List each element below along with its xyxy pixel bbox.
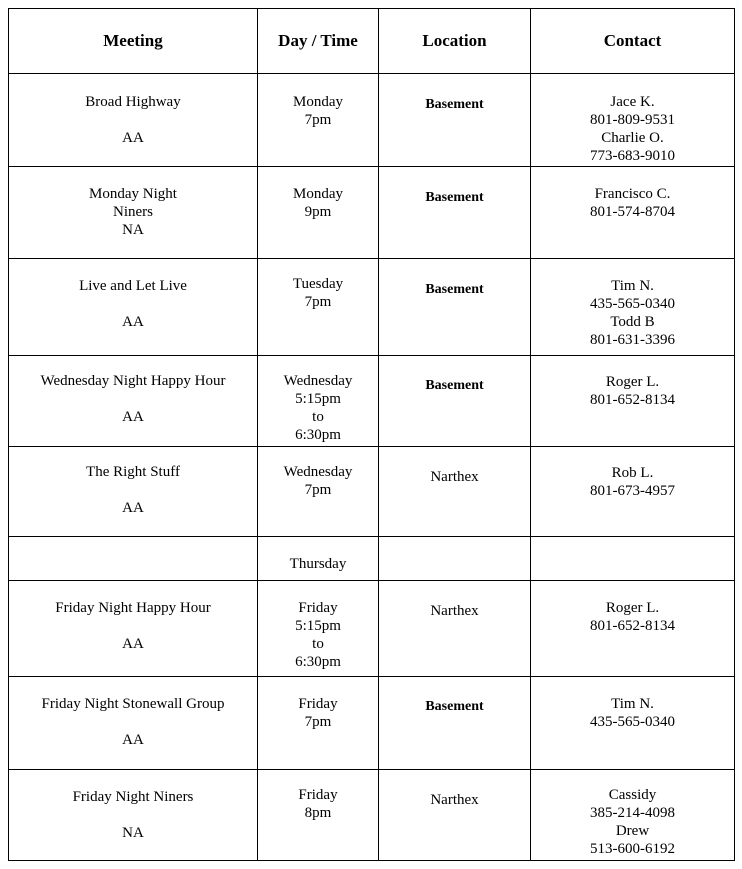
meeting-day: Wednesday [283, 464, 353, 480]
meeting-time: 5:15pm [295, 618, 341, 634]
contact-phone: 801-652-8134 [590, 392, 675, 408]
contact-name: Cassidy [608, 787, 657, 803]
contact-name: Francisco C. [594, 186, 671, 202]
meeting-name: Monday Night [89, 186, 177, 202]
day-time-cell [258, 167, 379, 259]
meeting-name: Friday Night Happy Hour [55, 600, 211, 616]
table-row [9, 74, 735, 167]
table-row [9, 356, 735, 447]
meeting-cell [9, 581, 258, 677]
meeting-cell [9, 677, 258, 770]
contact-cell [531, 356, 735, 447]
day-time-cell [258, 537, 379, 581]
table-row [9, 770, 735, 861]
contact-phone: 435-565-0340 [590, 714, 675, 730]
contact-phone: 385-214-4098 [590, 805, 675, 821]
contact-name: Tim N. [611, 278, 654, 294]
header-day-time: Day / Time [258, 9, 379, 74]
meeting-location: Basement [425, 378, 484, 393]
table-row [9, 581, 735, 677]
contact-name: Drew [615, 823, 650, 839]
meeting-location: Basement [425, 699, 484, 714]
location-cell [379, 770, 531, 861]
meeting-location: Narthex [430, 792, 479, 808]
meeting-type: AA [122, 500, 144, 516]
meeting-type: NA [122, 222, 144, 238]
location-cell [379, 74, 531, 167]
contact-phone: 801-631-3396 [590, 332, 675, 348]
location-cell [379, 167, 531, 259]
meeting-cell [9, 447, 258, 537]
header-location: Location [379, 9, 531, 74]
contact-name: Rob L. [611, 465, 654, 481]
meeting-time: 9pm [304, 204, 332, 220]
location-cell [379, 447, 531, 537]
contact-cell [531, 259, 735, 356]
meeting-time: 7pm [304, 482, 332, 498]
contact-cell [531, 537, 735, 581]
meeting-location: Narthex [430, 469, 479, 485]
table-row [9, 167, 735, 259]
meeting-location: Basement [425, 190, 484, 205]
meeting-day: Tuesday [292, 276, 344, 292]
location-cell [379, 537, 531, 581]
contact-name: Roger L. [605, 374, 660, 390]
meeting-name: Live and Let Live [79, 278, 187, 294]
meeting-schedule-table [8, 8, 735, 861]
meeting-day: Friday [298, 600, 338, 616]
meeting-time-to: to [312, 409, 324, 425]
meeting-cell [9, 74, 258, 167]
meeting-time-end: 6:30pm [295, 654, 341, 670]
contact-cell [531, 581, 735, 677]
meeting-cell [9, 167, 258, 259]
table-row [9, 447, 735, 537]
meeting-location: Basement [425, 282, 484, 297]
meeting-cell [9, 537, 258, 581]
contact-phone: 801-809-9531 [590, 112, 675, 128]
meeting-type: AA [122, 636, 144, 652]
meeting-day: Friday [298, 787, 338, 803]
contact-phone: 513-600-6192 [590, 841, 675, 857]
meeting-cell [9, 770, 258, 861]
contact-cell [531, 770, 735, 861]
day-time-cell [258, 677, 379, 770]
meeting-day: Monday [293, 186, 343, 202]
contact-cell [531, 167, 735, 259]
contact-phone: 773-683-9010 [590, 148, 675, 164]
contact-name: Todd B [610, 314, 655, 330]
contact-cell [531, 74, 735, 167]
location-cell [379, 581, 531, 677]
day-time-cell [258, 356, 379, 447]
meeting-type: NA [122, 825, 144, 841]
meeting-name: Friday Night Stonewall Group [41, 696, 225, 712]
header-row [9, 9, 735, 74]
table-row [9, 537, 735, 581]
day-time-cell [258, 259, 379, 356]
meeting-day: Friday [298, 696, 338, 712]
contact-cell [531, 677, 735, 770]
day-time-cell [258, 74, 379, 167]
meeting-name: Wednesday Night Happy Hour [40, 373, 226, 389]
contact-name: Charlie O. [601, 130, 664, 146]
location-cell [379, 356, 531, 447]
meeting-day: Monday [293, 94, 343, 110]
contact-name: Tim N. [611, 696, 654, 712]
meeting-type: AA [122, 314, 144, 330]
contact-phone: 801-652-8134 [590, 618, 675, 634]
table-row [9, 677, 735, 770]
day-time-cell [258, 581, 379, 677]
meeting-time: 7pm [304, 294, 332, 310]
meeting-type: AA [122, 732, 144, 748]
location-cell [379, 677, 531, 770]
meeting-time: 5:15pm [295, 391, 341, 407]
table-row [9, 259, 735, 356]
header-meeting: Meeting [9, 9, 258, 74]
meeting-name: The Right Stuff [86, 464, 180, 480]
meeting-location: Basement [425, 97, 484, 112]
meeting-day: Wednesday [283, 373, 353, 389]
meeting-day: Thursday [289, 556, 347, 572]
meeting-cell [9, 356, 258, 447]
meeting-name: Friday Night Niners [72, 789, 194, 805]
meeting-time-end: 6:30pm [295, 427, 341, 443]
contact-phone: 435-565-0340 [590, 296, 675, 312]
meeting-time: 8pm [304, 805, 332, 821]
meeting-location: Narthex [430, 603, 479, 619]
contact-name: Roger L. [605, 600, 660, 616]
meeting-name-line2: Niners [113, 204, 153, 220]
contact-cell [531, 447, 735, 537]
meeting-time-to: to [312, 636, 324, 652]
header-contact: Contact [531, 9, 735, 74]
meeting-cell [9, 259, 258, 356]
meeting-type: AA [122, 130, 144, 146]
contact-name: Jace K. [610, 94, 655, 110]
meeting-type: AA [122, 409, 144, 425]
meeting-name: Broad Highway [85, 94, 181, 110]
location-cell [379, 259, 531, 356]
day-time-cell [258, 770, 379, 861]
contact-phone: 801-574-8704 [590, 204, 675, 220]
meeting-time: 7pm [304, 714, 332, 730]
contact-phone: 801-673-4957 [590, 483, 675, 499]
day-time-cell [258, 447, 379, 537]
meeting-time: 7pm [304, 112, 332, 128]
